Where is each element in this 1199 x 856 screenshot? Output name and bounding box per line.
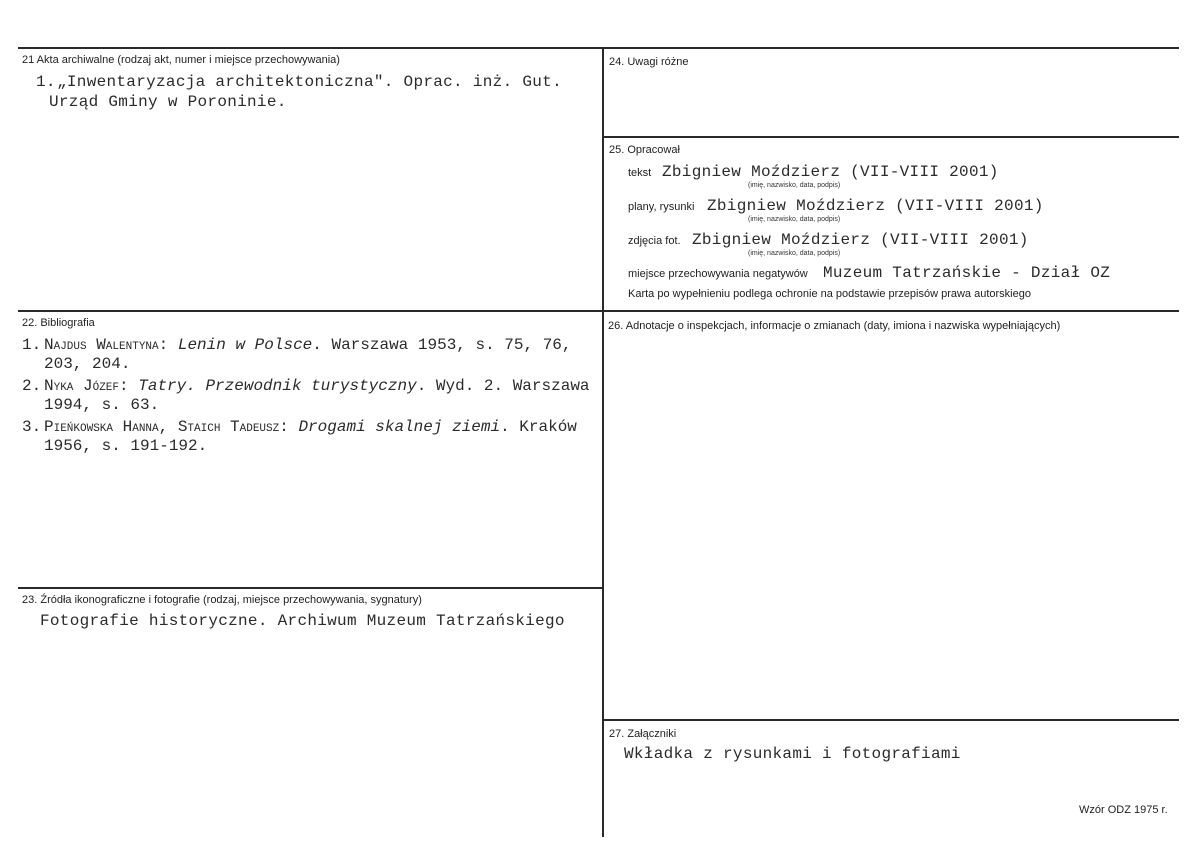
bibliography-entry: 2. Nyka Józef: Tatry. Przewodnik turystyczny. Wyd. 2. Warszawa 1994, s. 63. — [22, 377, 590, 414]
bib-details: . Kraków 1956, s. 191-192. — [44, 418, 577, 455]
section-26-label: 26. Adnotacje o inspekcjach, informacje o zmianach (daty, imiona i nazwiska wypełniających) — [608, 320, 1061, 332]
drawings-author-label: plany, rysunki — [628, 201, 695, 213]
section-21-item-num: 1. — [36, 73, 56, 91]
negatives-label: miejsce przechowywania negatywów — [628, 268, 808, 280]
section-27-label: 27. Załączniki — [609, 728, 677, 740]
photos-author-note: (imię, nazwisko, data, podpis) — [748, 250, 841, 257]
section-21-item-line1: „Inwentaryzacja architektoniczna". Oprac. inż. Gut. — [57, 73, 562, 91]
bib-title: Lenin w Polsce — [177, 336, 313, 354]
bibliography-entry: 1. Najdus Walentyna: Lenin w Polsce. Warszawa 1953, s. 75, 76, 203, 204. — [22, 336, 572, 373]
bib-details: . Wyd. 2. Warszawa 1994, s. 63. — [44, 377, 590, 414]
section-25-label: 25. Opracował — [609, 144, 680, 156]
section-23-text: Fotografie historyczne. Archiwum Muzeum Tatrzańskiego — [40, 612, 565, 630]
divider-26-27 — [603, 719, 1179, 721]
bib-title: Drogami skalnej ziemi — [298, 418, 501, 436]
divider-21-22 — [18, 310, 1179, 312]
drawings-author-note: (imię, nazwisko, data, podpis) — [748, 216, 841, 223]
top-border — [18, 47, 1179, 49]
section-27-text: Wkładka z rysunkami i fotografiami — [624, 745, 961, 763]
bib-author: Nyka Józef: — [44, 377, 129, 395]
divider-22-23 — [18, 587, 603, 589]
bib-author: Pieńkowska Hanna, Staich Tadeusz: — [44, 418, 289, 436]
bib-author: Najdus Walentyna: — [44, 336, 169, 354]
section-24-label: 24. Uwagi różne — [609, 56, 689, 68]
photos-author-label: zdjęcia fot. — [628, 235, 681, 247]
bib-title: Tatry. Przewodnik turystyczny — [138, 377, 417, 395]
text-author-label: tekst — [628, 167, 652, 179]
bib-details: . Warszawa 1953, s. 75, 76, 203, 204. — [44, 336, 572, 373]
text-author-note: (imię, nazwisko, data, podpis) — [748, 182, 841, 189]
photos-author-value: Zbigniew Moździerz (VII-VIII 2001) — [692, 231, 1029, 249]
section-21-item-line2: Urząd Gminy w Poroninie. — [49, 93, 287, 111]
section-23-label: 23. Źródła ikonograficzne i fotografie (rodzaj, miejsce przechowywania, sygnatury) — [22, 594, 422, 606]
copyright-note: Karta po wypełnieniu podlega ochronie na podstawie przepisów prawa autorskiego — [628, 288, 1031, 300]
negatives-value: Muzeum Tatrzańskie - Dział OZ — [823, 264, 1111, 282]
section-22-label: 22. Bibliografia — [22, 317, 95, 329]
divider-24-25 — [603, 136, 1179, 138]
bibliography-entry: 3. Pieńkowska Hanna, Staich Tadeusz: Drogami skalnej ziemi. Kraków 1956, s. 191-192. — [22, 418, 577, 455]
section-21-label: 21 Akta archiwalne (rodzaj akt, numer i miejsce przechowywania) — [22, 54, 340, 66]
bibliography-list — [22, 336, 597, 459]
form-template-mark: Wzór ODZ 1975 r. — [1079, 804, 1168, 816]
drawings-author-value: Zbigniew Moździerz (VII-VIII 2001) — [707, 197, 1044, 215]
text-author-value: Zbigniew Moździerz (VII-VIII 2001) — [662, 163, 999, 181]
